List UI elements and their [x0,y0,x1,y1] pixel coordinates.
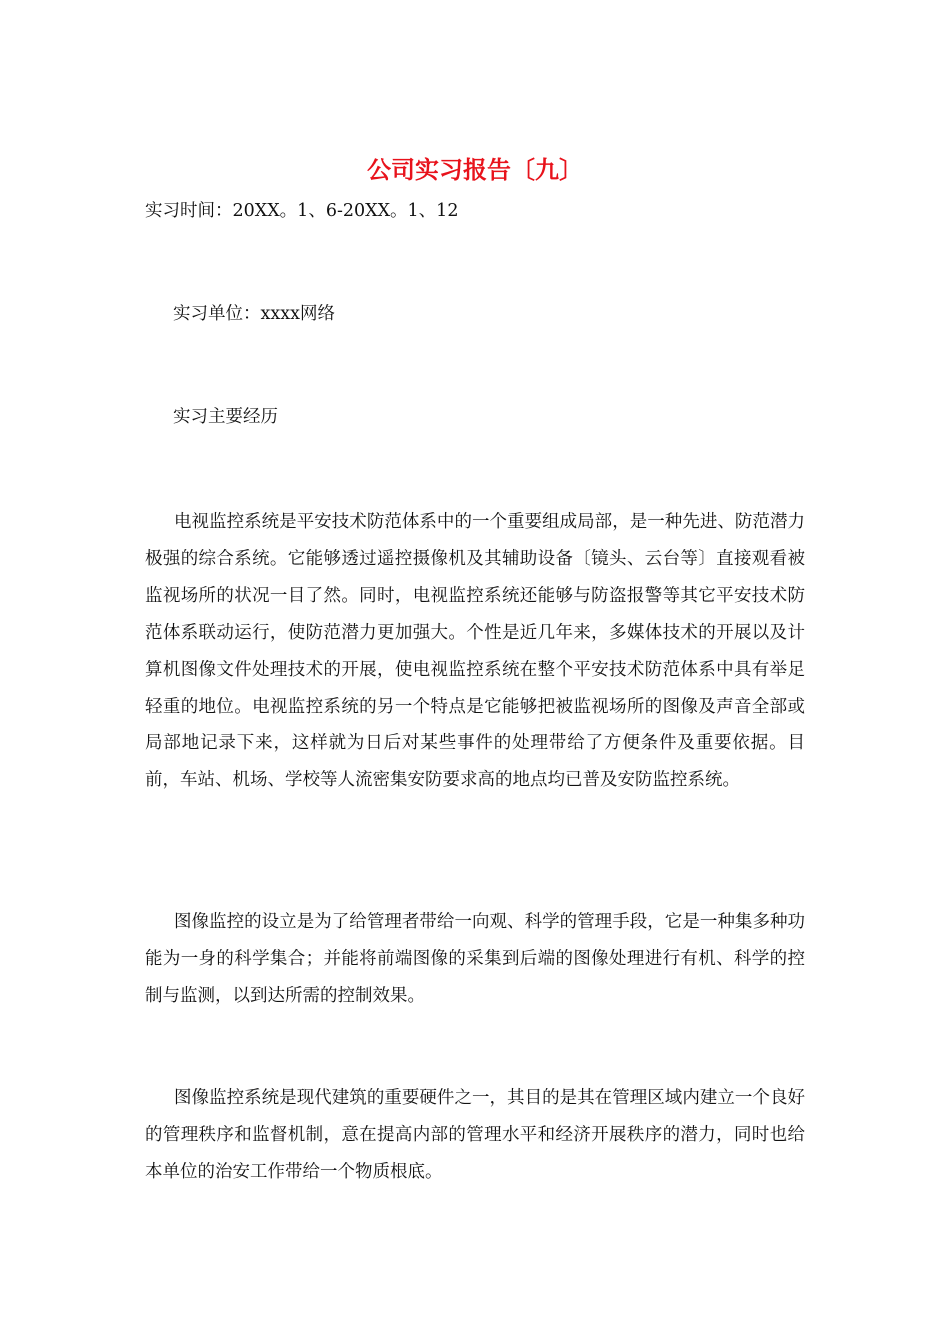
body-paragraph: 电视监控系统是平安技术防范体系中的一个重要组成局部，是一种先进、防范潜力极强的综合系统。它能够透过遥控摄像机及其辅助设备〔镜头、云台等〕直接观看被监视场所的状况一目了然。同时，电视监控系统还能够与防盗报警等其它平安技术防范体系联动运行，使防范潜力更加强大。个性是近几年来，多媒体技术的开展以及计算机图像文件处理技术的开展，使电视监控系统在整个平安技术防范体系中具有举足轻重的地位。电视监控系统的另一个特点是它能够把被监视场所的图像及声音全部或局部地记录下来，这样就为日后对某些事件的处理带给了方便条件及重要依据。目前，车站、机场、学校等人流密集安防要求高的地点均已普及安防监控系统。 [145,512,805,791]
section-heading: 实习主要经历 [173,407,278,427]
internship-unit: 实习单位：xxxx网络 [173,304,335,324]
internship-time: 实习时间：20XX。1、6-20XX。1、12 [145,201,459,221]
body-paragraph: 图像监控系统是现代建筑的重要硬件之一，其目的是其在管理区域内建立一个良好的管理秩序和监督机制，意在提高内部的管理水平和经济开展秩序的潜力，同时也给本单位的治安工作带给一个物质根底。 [145,1088,805,1182]
body-paragraph: 图像监控的设立是为了给管理者带给一向观、科学的管理手段，它是一种集多种功能为一身的科学集合；并能将前端图像的采集到后端的图像处理进行有机、科学的控制与监测，以到达所需的控制效果。 [145,912,805,1006]
document-title: 公司实习报告〔九〕 [367,155,583,184]
